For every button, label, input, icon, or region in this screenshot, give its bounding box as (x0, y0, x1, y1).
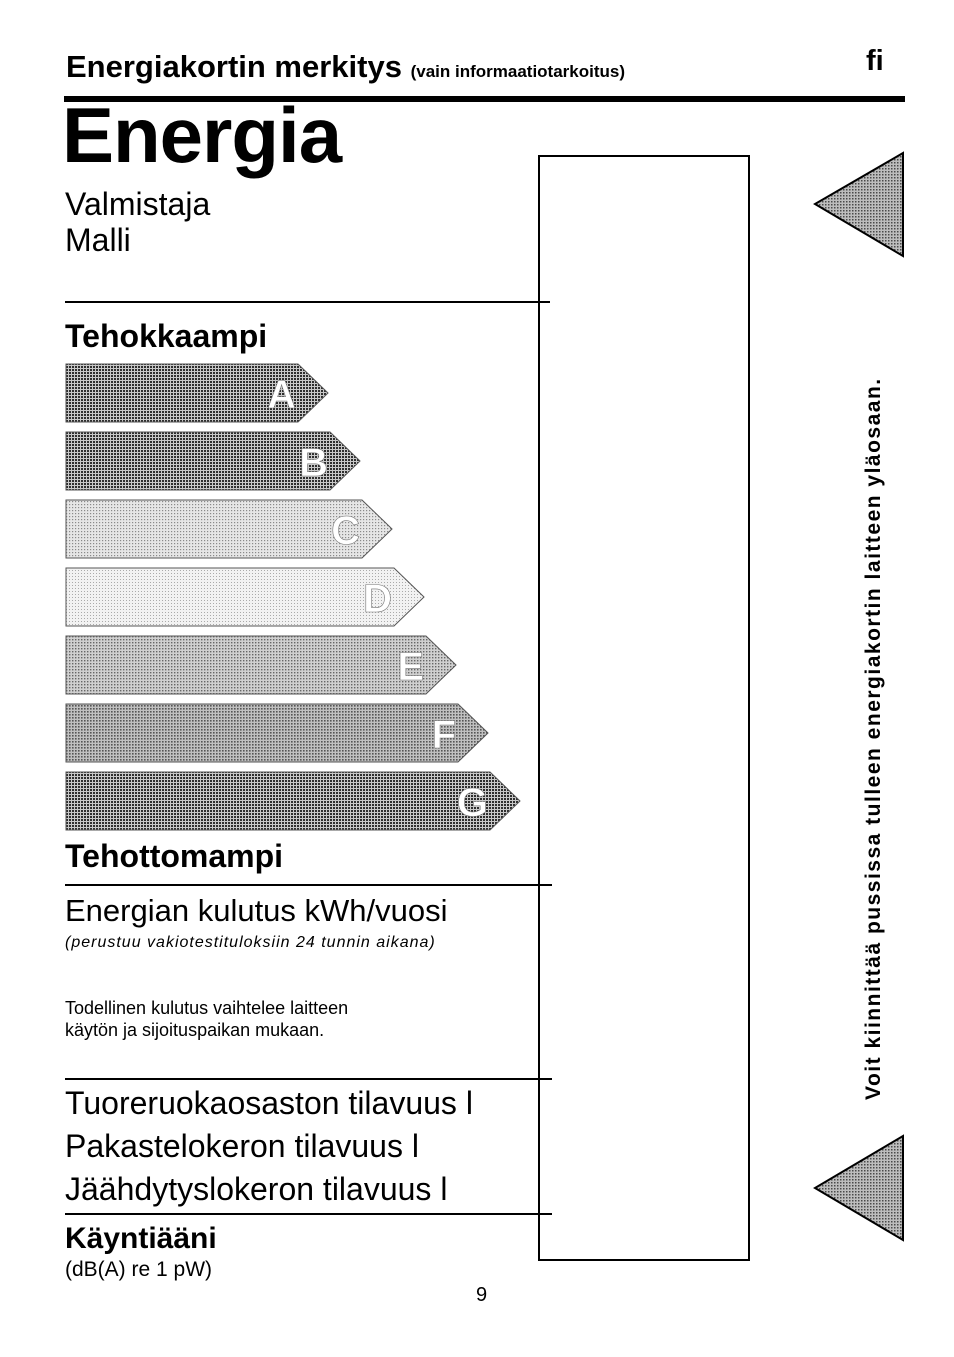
page-number: 9 (476, 1284, 488, 1306)
model-label: Malli (65, 222, 131, 258)
energy-class-letter-a: A (267, 373, 296, 417)
language-code: fi (866, 45, 884, 77)
fresh-food-volume-label: Tuoreruokaosaston tilavuus l (65, 1085, 473, 1121)
energy-class-letter-c: C (331, 509, 360, 553)
energy-class-arrow-g (66, 772, 520, 830)
freezer-volume-label: Pakastelokeron tilavuus l (65, 1128, 419, 1164)
energy-class-letter-f: F (431, 713, 456, 757)
divider (65, 1213, 552, 1215)
divider (65, 884, 552, 886)
label-placement-box (538, 155, 750, 1261)
header-note: (vain informaatiotarkoitus) (410, 62, 626, 81)
top-triangle-icon (815, 153, 903, 256)
noise-label: Käyntiääni (65, 1222, 217, 1255)
more-efficient-label: Tehokkaampi (65, 318, 268, 354)
actual-consumption-note: Todellinen kulutus vaihtelee laitteen käytön ja sijoituspaikan mukaan. (65, 998, 349, 1040)
side-instruction-text: Voit kiinnittää pussissa tulleen energiakortin laitteen yläosaan. (862, 377, 885, 1100)
energy-class-letter-g: G (456, 781, 488, 825)
energy-consumption-label: Energian kulutus kWh/vuosi (65, 893, 448, 928)
header-title-text: Energiakortin merkitys (66, 49, 402, 84)
energy-class-letter-b: B (299, 441, 328, 485)
label-title: Energia (62, 91, 342, 179)
chiller-volume-label: Jäähdytyslokeron tilavuus l (65, 1171, 448, 1207)
less-efficient-label: Tehottomampi (65, 838, 284, 874)
divider (65, 1078, 552, 1080)
energy-class-arrow-f (66, 704, 488, 762)
manufacturer-label: Valmistaja (65, 186, 211, 222)
bottom-triangle-icon (815, 1136, 903, 1240)
noise-unit: (dB(A) re 1 pW) (65, 1258, 213, 1281)
energy-consumption-note: (perustuu vakiotestituloksiin 24 tunnin aikana) (65, 934, 436, 951)
energy-class-letter-e: E (397, 645, 424, 689)
energy-class-letter-d: D (363, 577, 392, 621)
